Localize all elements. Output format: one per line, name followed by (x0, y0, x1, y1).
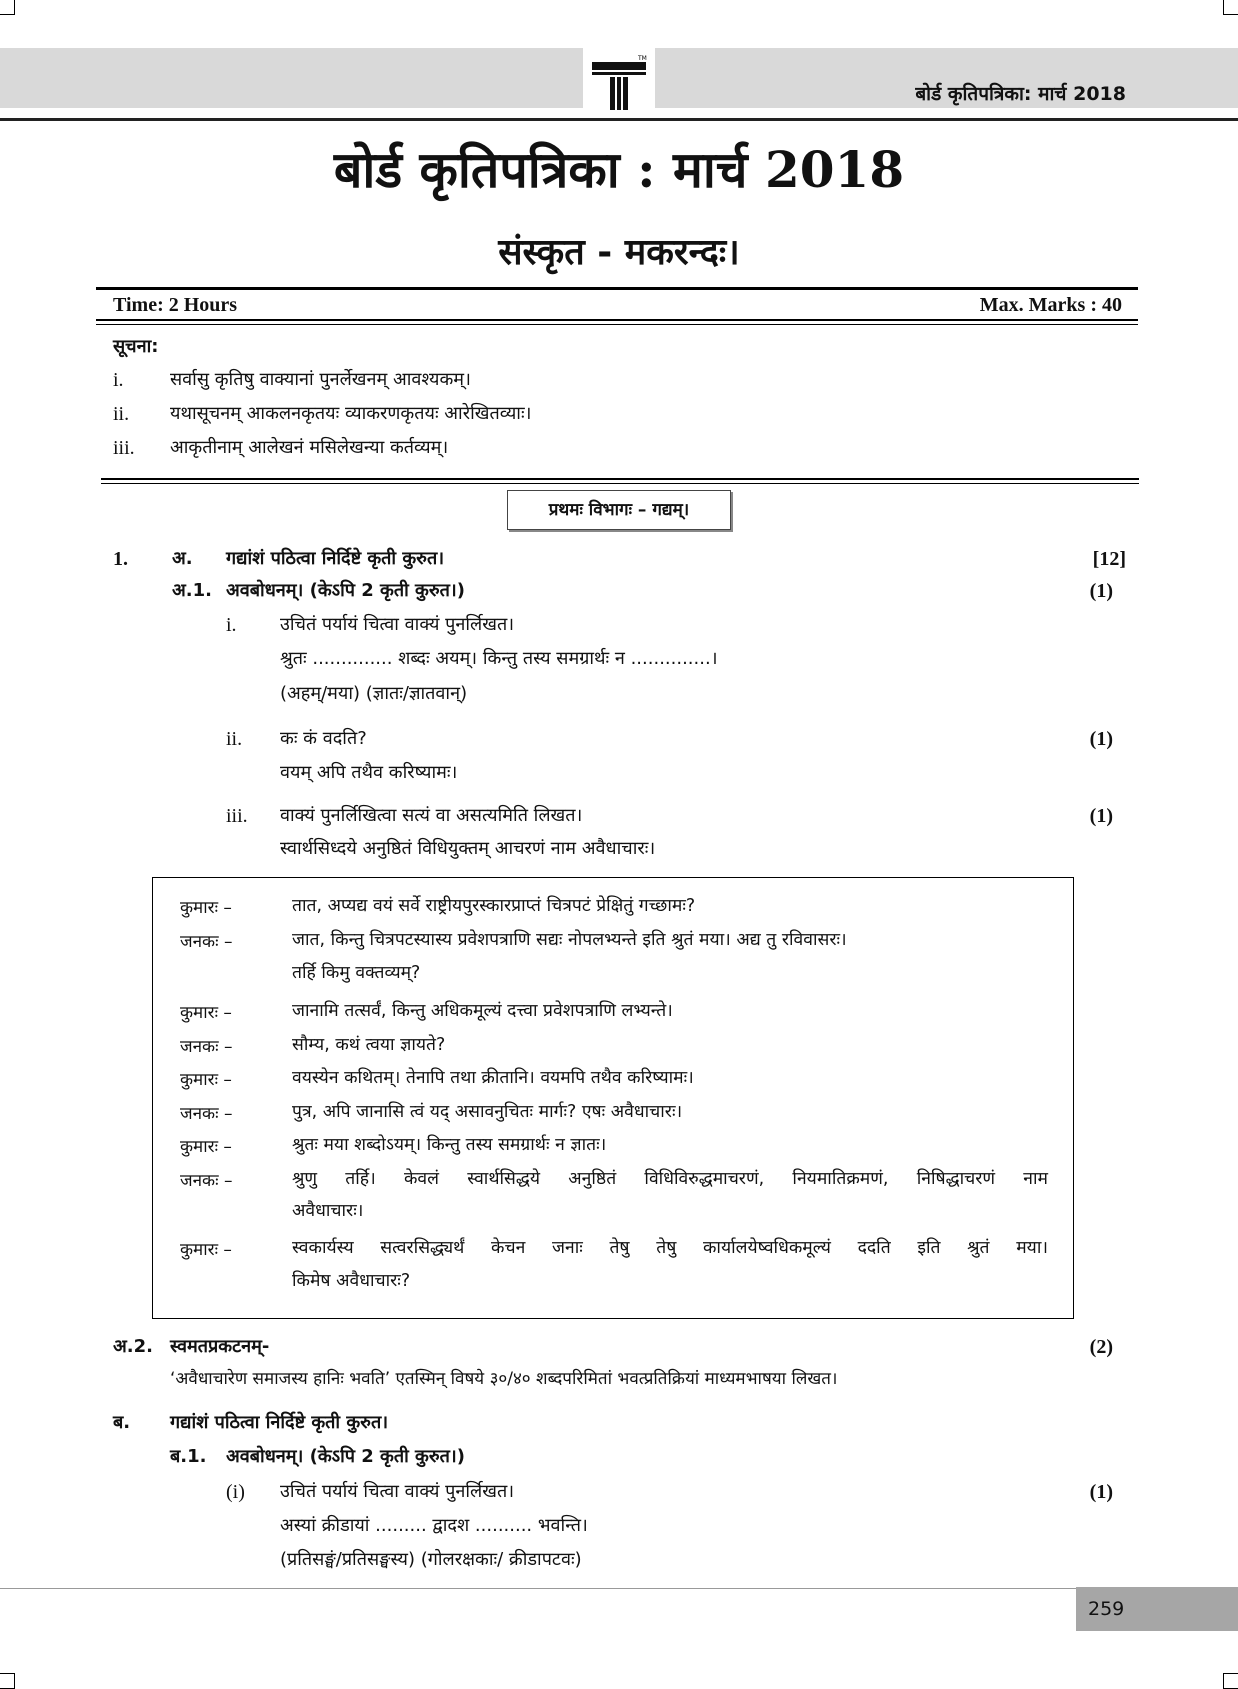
dialogue-line: जानामि तत्सर्वं, किन्तु अधिकमूल्यं दत्त्वा प्रवेशपत्राणि लभ्यन्ते। (292, 1001, 673, 1021)
subquestion-label: ब.1. (170, 1446, 207, 1467)
dialogue-speaker: कुमारः – (180, 1240, 232, 1260)
publisher-logo-icon (588, 52, 650, 112)
dialogue-line: तर्हि किमु वक्तव्यम्? (292, 963, 421, 983)
dialogue-line: श्रुणु तर्हि। केवलं स्वार्थसिद्धये अनुष्ठितं विधिविरुद्धमाचरणं, नियमातिक्रमणं, निषिद्धाचरणं नाम (292, 1169, 1048, 1189)
rule-bottom (101, 478, 1139, 480)
subject-title: संस्कृत - मकरन्दः। (498, 232, 740, 273)
item-num: iii. (226, 805, 248, 827)
page-number: 259 (1076, 1587, 1238, 1631)
crop-mark-bottom-right (1223, 1673, 1238, 1689)
dialogue-speaker: कुमारः – (180, 1003, 232, 1023)
dialogue-line: किमेष अवैधाचारः? (292, 1271, 411, 1291)
item-sentence: श्रुतः .............. शब्दः अयम्। किन्तु तस्य समग्रार्थः न ..............। (280, 648, 718, 669)
dialogue-line: स्वकार्यस्य सत्वरसिद्ध्यर्थं केचन जनाः तेषु तेषु कार्यालयेष्वधिकमूल्यं ददति इति श्रुतं मया। (292, 1238, 1048, 1258)
item-instruction: वाक्यं पुनर्लिखित्वा सत्यं वा असत्यमिति लिखत। (280, 805, 583, 826)
subquestion-text: अवबोधनम्। (केऽपि 2 कृती कुरुत।) (226, 580, 465, 601)
question-sub-label: अ. (172, 548, 193, 569)
instructions-heading: सूचना: (113, 336, 159, 357)
question-number: 1. (113, 548, 128, 570)
dialogue-line: जात, किन्तु चित्रपटस्यास्य प्रवेशपत्राणि सद्यः नोपलभ्यन्ते इति श्रुतं मया। अद्य तु रविवासरः। (292, 930, 847, 950)
item-sentence: वयम् अपि तथैव करिष्यामः। (280, 762, 458, 783)
dialogue-speaker: कुमारः – (180, 1070, 232, 1090)
dialogue-line: पुत्र, अपि जानासि त्वं यद् असावनुचितः मार्गः? एषः अवैधाचारः। (292, 1102, 683, 1122)
section-heading: प्रथमः विभागः – गद्यम्। (507, 490, 731, 530)
item-num: (i) (226, 1481, 245, 1503)
dialogue-line: तात, अप्यद्य वयं सर्वे राष्ट्रीयपुरस्कारप्राप्तं चित्रपटं प्रेक्षितुं गच्छामः? (292, 896, 696, 916)
question-text: गद्यांशं पठित्वा निर्दिष्टे कृती कुरुत। (170, 1412, 389, 1433)
running-header: बोर्ड कृतिपत्रिका: मार्च 2018 (915, 83, 1126, 105)
item-options: (प्रतिसङ्घं/प्रतिसङ्घस्य) (गोलरक्षकाः/ क्रीडापटवः) (280, 1549, 582, 1570)
subquestion-text: अवबोधनम्। (केऽपि 2 कृती कुरुत।) (226, 1446, 465, 1467)
page-title: बोर्ड कृतिपत्रिका : मार्च 2018 (333, 140, 905, 199)
max-marks: Max. Marks : 40 (979, 294, 1122, 316)
subquestion-marks: (2) (1089, 1336, 1113, 1358)
instruction-num: iii. (113, 437, 135, 459)
header-rule (0, 118, 1238, 121)
subquestion-label: अ.2. (113, 1336, 153, 1357)
instruction-text: सर्वासु कृतिषु वाक्यानां पुनर्लेखनम् आवश्यकम्। (170, 369, 471, 390)
subquestion-text: स्वमतप्रकटनम्- (170, 1336, 270, 1357)
item-marks: (1) (1089, 805, 1113, 827)
question-sub-label: ब. (113, 1412, 131, 1433)
rule-bottom-thin (101, 483, 1139, 484)
dialogue-line: सौम्य, कथं त्वया ज्ञायते? (292, 1035, 446, 1055)
exam-time: Time: 2 Hours (113, 294, 238, 316)
dialogue-speaker: कुमारः – (180, 1137, 232, 1157)
dialogue-speaker: जनकः – (180, 1171, 233, 1191)
header-band-left (0, 48, 583, 108)
rule-mid (96, 319, 1138, 321)
item-options: (अहम्/मया) (ज्ञातः/ज्ञातवान्) (280, 683, 468, 704)
instruction-num: ii. (113, 403, 130, 425)
dialogue-speaker: कुमारः – (180, 898, 232, 918)
dialogue-speaker: जनकः – (180, 1104, 233, 1124)
item-marks: (1) (1089, 1481, 1113, 1503)
dialogue-speaker: जनकः – (180, 1037, 233, 1057)
footer-rule (0, 1588, 1238, 1589)
item-sentence: स्वार्थसिध्दये अनुष्ठितं विधियुक्तम् आचरणं नाम अवैधाचारः। (280, 838, 656, 859)
svg-text:TM: TM (638, 55, 647, 62)
item-instruction: उचितं पर्यायं चित्वा वाक्यं पुनर्लिखत। (280, 614, 515, 635)
instruction-text: यथासूचनम् आकलनकृतयः व्याकरणकृतयः आरेखितव्याः। (170, 403, 532, 424)
subquestion-marks: (1) (1089, 580, 1113, 602)
item-num: ii. (226, 728, 243, 750)
dialogue-line: श्रुतः मया शब्दोऽयम्। किन्तु तस्य समग्रार्थः न ज्ञातः। (292, 1135, 607, 1155)
item-num: i. (226, 614, 237, 636)
rule-top (96, 287, 1138, 290)
dialogue-speaker: जनकः – (180, 932, 233, 952)
subquestion-prompt: ‘अवैधाचारेण समाजस्य हानिः भवति’ एतस्मिन् विषये ३०/४० शब्दपरिमितां भवत्प्रतिक्रियां माध्यमभाषया लिखत। (170, 1369, 838, 1389)
instruction-num: i. (113, 369, 124, 391)
item-marks: (1) (1089, 728, 1113, 750)
crop-mark-top-left (0, 0, 15, 15)
rule-mid-thin (96, 324, 1138, 325)
crop-mark-bottom-left (0, 1673, 15, 1689)
question-text: गद्यांशं पठित्वा निर्दिष्टे कृती कुरुत। (226, 548, 445, 569)
item-instruction: उचितं पर्यायं चित्वा वाक्यं पुनर्लिखत। (280, 1481, 515, 1502)
dialogue-line: अवैधाचारः। (292, 1201, 364, 1221)
instruction-text: आकृतीनाम् आलेखनं मसिलेखन्या कर्तव्यम्। (170, 437, 449, 458)
subquestion-label: अ.1. (172, 580, 212, 601)
crop-mark-top-right (1223, 0, 1238, 15)
item-sentence: अस्यां क्रीडायां ......... द्वादश .......... भवन्ति। (280, 1515, 588, 1536)
question-marks: [12] (1092, 548, 1126, 570)
dialogue-line: वयस्येन कथितम्। तेनापि तथा क्रीतानि। वयमपि तथैव करिष्यामः। (292, 1068, 694, 1088)
item-instruction: कः कं वदति? (280, 728, 367, 749)
